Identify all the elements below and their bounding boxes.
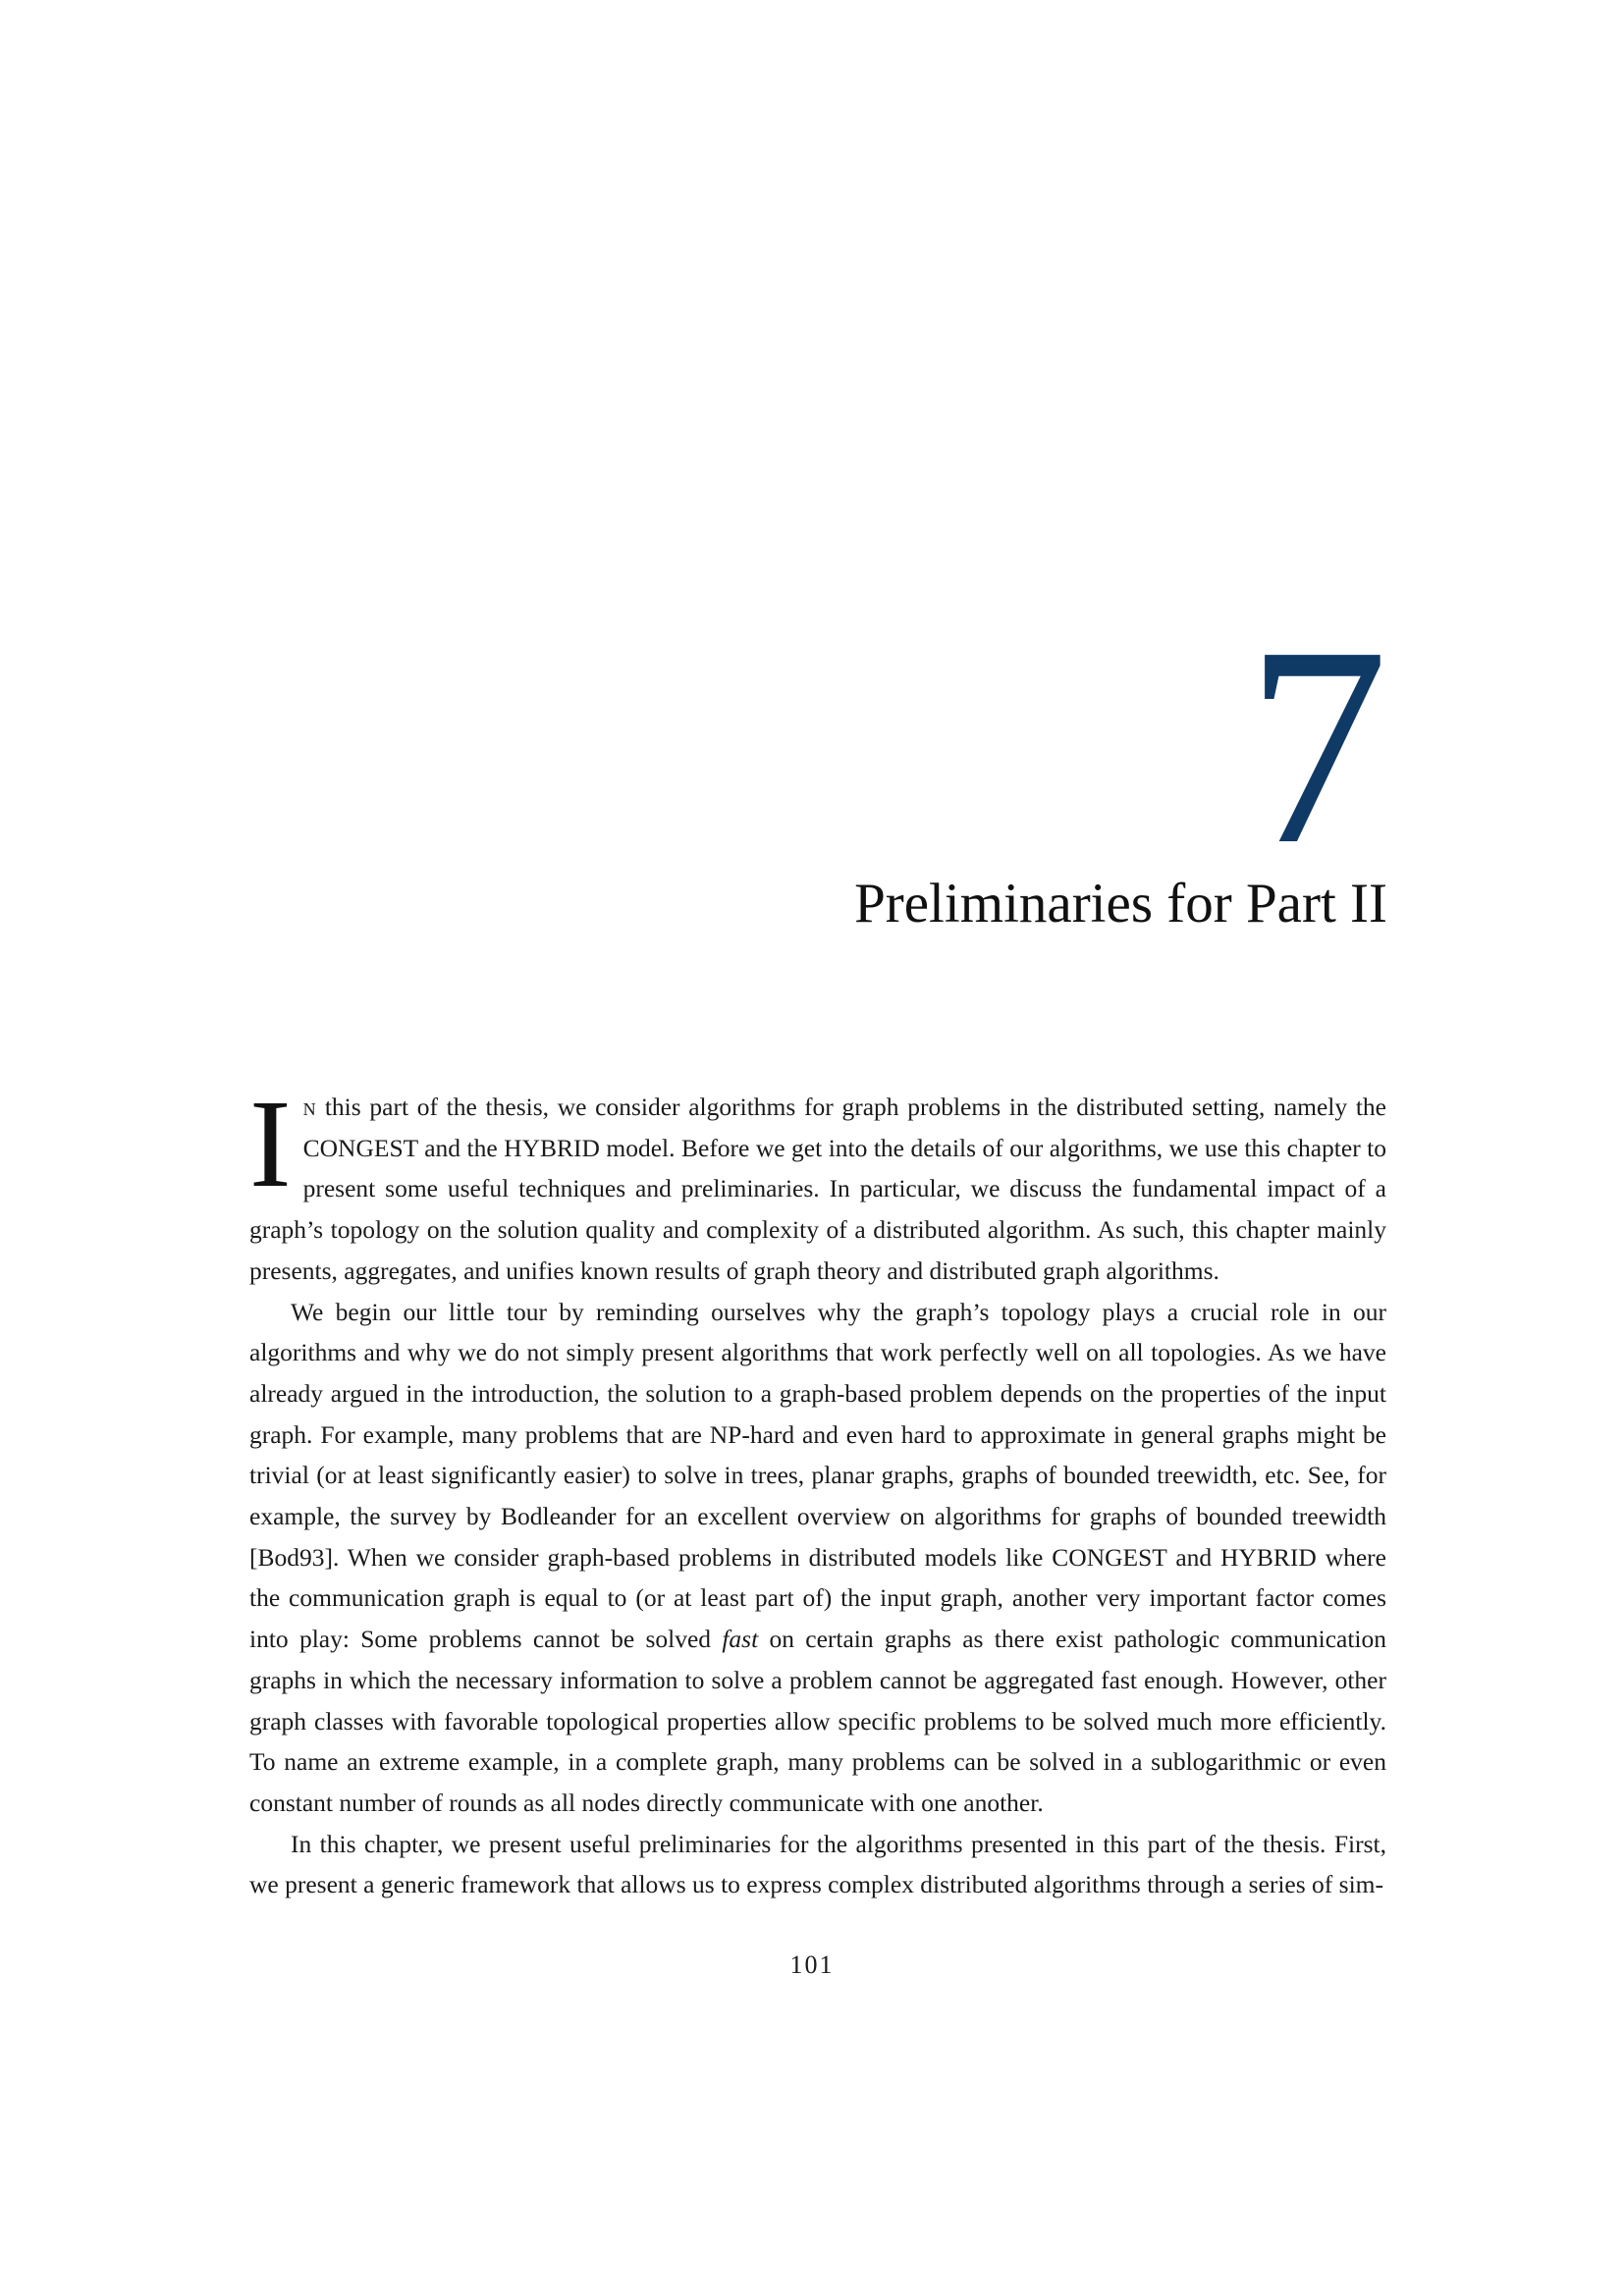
paragraph-topology [249, 1292, 1386, 1824]
chapter-title: Preliminaries for Part II [854, 873, 1387, 934]
drop-cap: I [249, 1074, 292, 1213]
paragraph-intro [249, 1074, 1386, 1292]
paragraph-intro-text: this part of the thesis, we consider algorithms for graph problems in the distributed setting, namely the CONGEST and the HYBRID model. Before we get into the details of our algorithms, we use this chapter to present some useful techniques and preliminaries. In particular, we discuss the fundamental impact of a graph’s topology on the solution quality and complexity of a distributed algorithm. As such, this chapter mainly presents, aggregates, and unifies known results of graph theory and distributed graph algorithms. [249, 1093, 1386, 1285]
page-number: 101 [789, 1950, 835, 1979]
paragraph-topology-text-a: We begin our little tour by reminding ourselves why the graph’s topology plays a crucial role in our algorithms and why we do not simply present algorithms that work perfectly well on all topologies. As we have already argued in the introduction, the solution to a graph-based problem depends on the properties of the input graph. For example, many problems that are NP-hard and even hard to approximate in general graphs might be trivial (or at least significantly easier) to solve in trees, planar graphs, graphs of bounded treewidth, etc. See, for example, the survey by Bodleander for an excellent overview on algorithms for graphs of bounded treewidth [Bod93]. When we consider graph-based problems in distributed models like CONGEST and HYBRID where the communication graph is equal to (or at least part of) the input graph, another very important factor comes into play: Some problems cannot be solved [249, 1297, 1386, 1654]
emphasis-fast: fast [722, 1625, 759, 1654]
paragraph-topology-text-b: on certain graphs as there exist pathologic communication graphs in which the necessary information to solve a problem cannot be aggregated fast enough. However, other graph classes with favorable topological properties allow specific problems to be solved much more efficiently. To name an extreme example, in a complete graph, many problems can be solved in a sublogarithmic or even constant number of rounds as all nodes directly communicate with one another. [249, 1625, 1387, 1817]
chapter-number: 7 [1246, 588, 1388, 903]
chapter-body [249, 1074, 1387, 1905]
paragraph-chapter-overview: In this chapter, we present useful preliminaries for the algorithms presented in this part of the thesis. First, we present a generic framework that allows us to express complex distributed algorithms through a series of sim- [249, 1829, 1386, 1899]
first-word-small-caps: n [302, 1093, 317, 1121]
